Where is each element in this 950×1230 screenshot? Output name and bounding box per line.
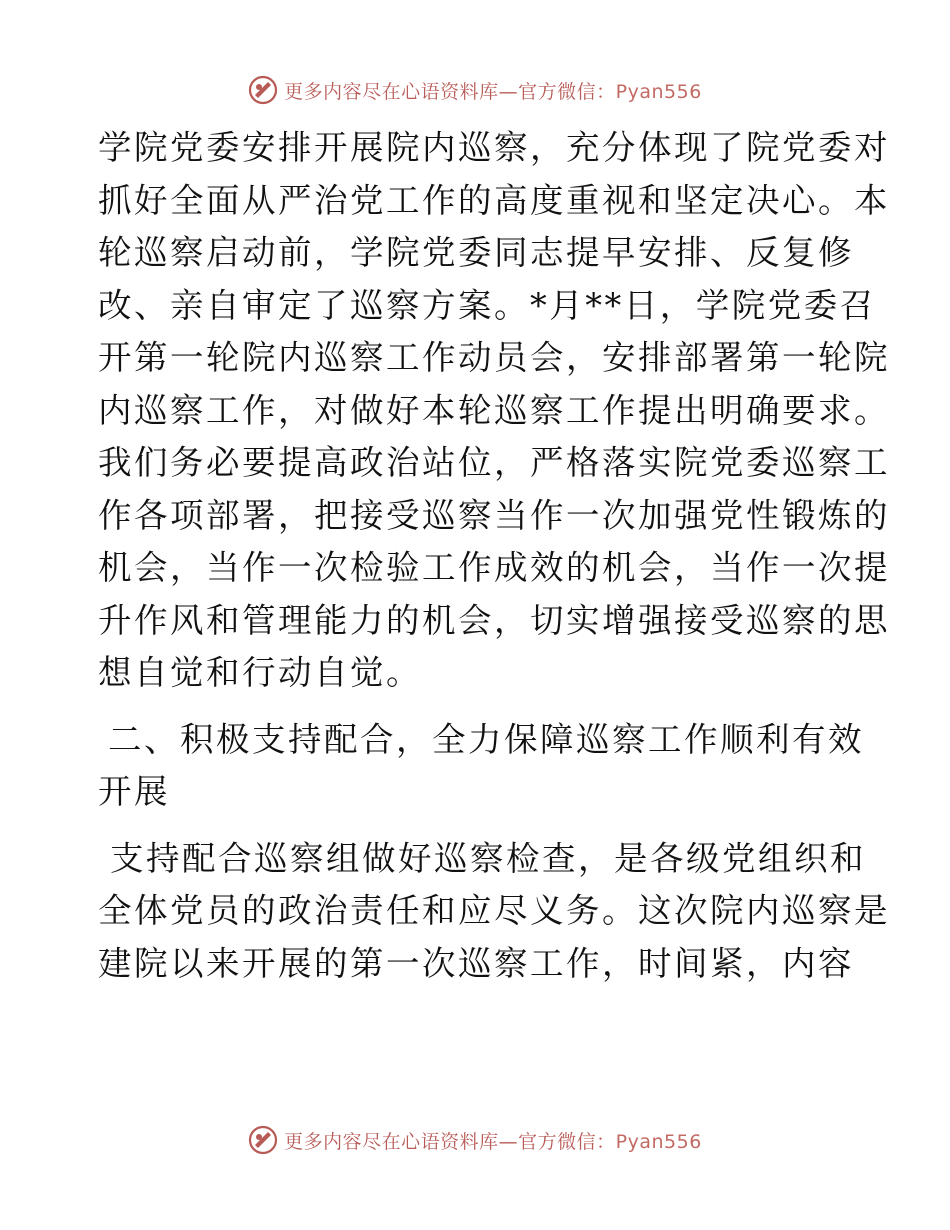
header-banner — [0, 70, 950, 110]
brand-logo-icon — [248, 75, 278, 105]
text-line: 全体党员的政治责任和应尽义务。这次院内巡察是 — [98, 891, 890, 930]
section-heading — [98, 714, 864, 819]
text-line: 建院以来开展的第一次巡察工作，时间紧，内容 — [98, 943, 854, 983]
text-line: 改、亲自审定了巡察方案。*月**日，学院党委召 — [98, 285, 876, 325]
paragraph-2 — [98, 833, 890, 991]
brand-logo-icon — [248, 1125, 278, 1155]
banner-text: 更多内容尽在心语资料库—官方微信：Pyan556 — [284, 80, 702, 103]
document-body — [98, 122, 890, 990]
paragraph-1 — [98, 122, 890, 700]
text-line: 学院党委安排开展院内巡察，充分体现了院党委对 — [98, 128, 890, 167]
text-line: 升作风和管理能力的机会，切实增强接受巡察的思 — [98, 600, 890, 640]
footer-banner — [0, 1120, 950, 1160]
banner-text: 更多内容尽在心语资料库—官方微信：Pyan556 — [284, 1130, 702, 1153]
text-line: 作各项部署，把接受巡察当作一次加强党性锻炼的 — [98, 495, 890, 535]
paragraph-gap — [98, 700, 850, 714]
text-line: 支持配合巡察组做好巡察检查，是各级党组织和 — [110, 838, 866, 878]
text-line: 开第一轮院内巡察工作动员会，安排部署第一轮院 — [98, 338, 890, 377]
text-line: 内巡察工作，对做好本轮巡察工作提出明确要求。 — [98, 390, 890, 430]
text-line: 机会，当作一次检验工作成效的机会，当作一次提 — [98, 548, 890, 587]
text-line: 轮巡察启动前，学院党委同志提早安排、反复修 — [98, 233, 854, 272]
text-line: 我们务必要提高政治站位，严格落实院党委巡察工 — [98, 443, 890, 482]
heading-line: 开展 — [98, 772, 170, 811]
text-line: 想自觉和行动自觉。 — [98, 653, 422, 692]
heading-line: 二、积极支持配合，全力保障巡察工作顺利有效 — [108, 719, 864, 759]
paragraph-gap — [98, 819, 850, 833]
text-line: 抓好全面从严治党工作的高度重视和坚定决心。本 — [98, 180, 890, 220]
